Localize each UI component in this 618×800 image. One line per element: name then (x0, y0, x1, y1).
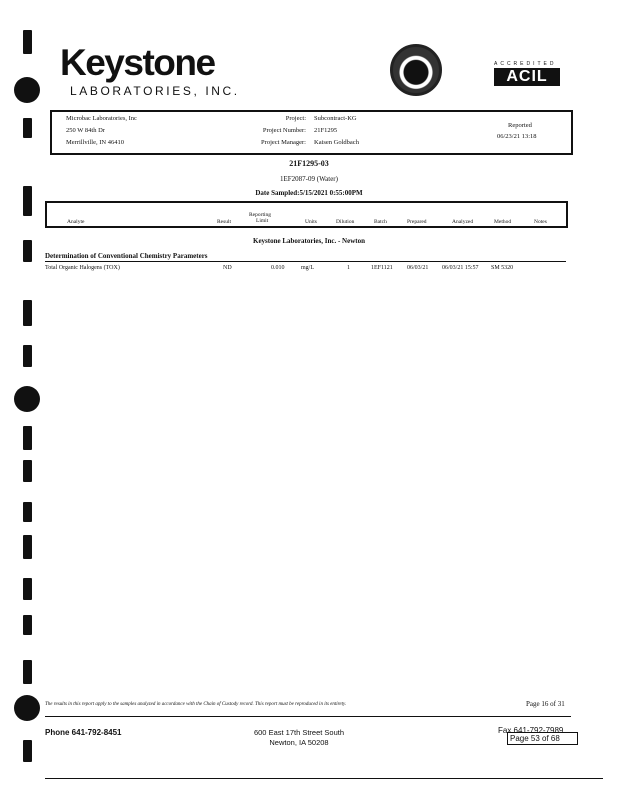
project-manager-label: Project Manager: (261, 139, 306, 146)
binder-mark (23, 300, 32, 326)
col-units: Units (305, 219, 317, 225)
binder-mark (23, 502, 32, 522)
project-value: Subcontract-KG (314, 115, 357, 122)
page-bottom-rule (45, 778, 603, 779)
footer-phone: Phone 641-792-8451 (45, 728, 122, 737)
col-batch: Batch (374, 219, 387, 225)
binder-mark (23, 30, 32, 54)
client-name: Microbac Laboratories, Inc (66, 115, 137, 122)
project-manager-value: Kaisen Goldbach (314, 139, 359, 146)
sample-id: 21F1295-03 (289, 159, 329, 168)
col-prepared: Prepared (407, 219, 427, 225)
row-method: SM 5320 (491, 265, 514, 271)
table-row (45, 265, 566, 275)
col-result: Result (217, 219, 232, 225)
binder-mark (23, 426, 32, 450)
row-batch: 1EF1121 (371, 265, 393, 271)
col-analyzed: Analyzed (452, 219, 474, 225)
footer-address-1: 600 East 17th Street South (253, 728, 345, 737)
footer-disclaimer: The results in this report apply to the samples analyzed in accordance with the Chain of Custody record. This report must be reproduced in its entirety. (45, 702, 347, 707)
punch-hole (14, 695, 40, 721)
lab-sample-id: 1EF2087-09 (Water) (280, 175, 338, 183)
binder-mark (23, 118, 32, 138)
row-analyzed: 06/03/21 15:57 (442, 265, 479, 271)
col-dilution: Dilution (336, 219, 355, 225)
date-sampled: Date Sampled:5/15/2021 0:55:00PM (255, 189, 363, 197)
page-number: Page 53 of 68 (510, 734, 560, 743)
accreditation-label: ACCREDITED (494, 61, 557, 67)
reported-label: Reported (508, 122, 532, 129)
certification-seal-icon (390, 44, 442, 96)
binder-mark (23, 345, 32, 367)
col-notes: Notes (534, 219, 547, 225)
binder-mark (23, 660, 32, 684)
row-units: mg/L (301, 265, 314, 271)
group-title: Determination of Conventional Chemistry Parameters (45, 252, 208, 260)
binder-mark (23, 535, 32, 559)
footer-fax: Fax 641-792-7989 (498, 726, 564, 735)
col-reporting-limit-2: Limit (256, 218, 269, 224)
row-analyte: Total Organic Halogens (TOX) (45, 265, 120, 271)
company-logo: Keystone (60, 42, 215, 83)
row-dilution: 1 (347, 265, 350, 271)
client-address-1: 250 W 84th Dr (66, 127, 105, 134)
col-reporting-limit: Reporting (249, 212, 271, 218)
project-number-label: Project Number: (262, 127, 306, 134)
col-analyte: Analyte (67, 219, 85, 225)
reported-value: 06/23/21 13:18 (497, 133, 537, 140)
binder-mark (23, 578, 32, 600)
group-divider (45, 261, 566, 262)
col-method: Method (494, 219, 512, 225)
footer-page-of: Page 16 of 31 (526, 700, 565, 708)
binder-mark (23, 615, 32, 635)
project-label: Project: (285, 115, 306, 122)
footer-divider (45, 716, 571, 717)
row-result: ND (223, 265, 232, 271)
company-logo-subtitle: LABORATORIES, INC. (70, 84, 240, 98)
client-address-2: Merrillville, IN 46410 (66, 139, 124, 146)
acil-badge: ACIL (494, 68, 560, 86)
row-prepared: 06/03/21 (407, 265, 429, 271)
lab-section-title: Keystone Laboratories, Inc. - Newton (253, 237, 365, 245)
punch-hole (14, 77, 40, 103)
binder-mark (23, 460, 32, 482)
punch-hole (14, 386, 40, 412)
row-limit: 0.010 (271, 265, 285, 271)
project-number-value: 21F1295 (314, 127, 338, 134)
footer-address-2: Newton, IA 50208 (269, 738, 329, 747)
